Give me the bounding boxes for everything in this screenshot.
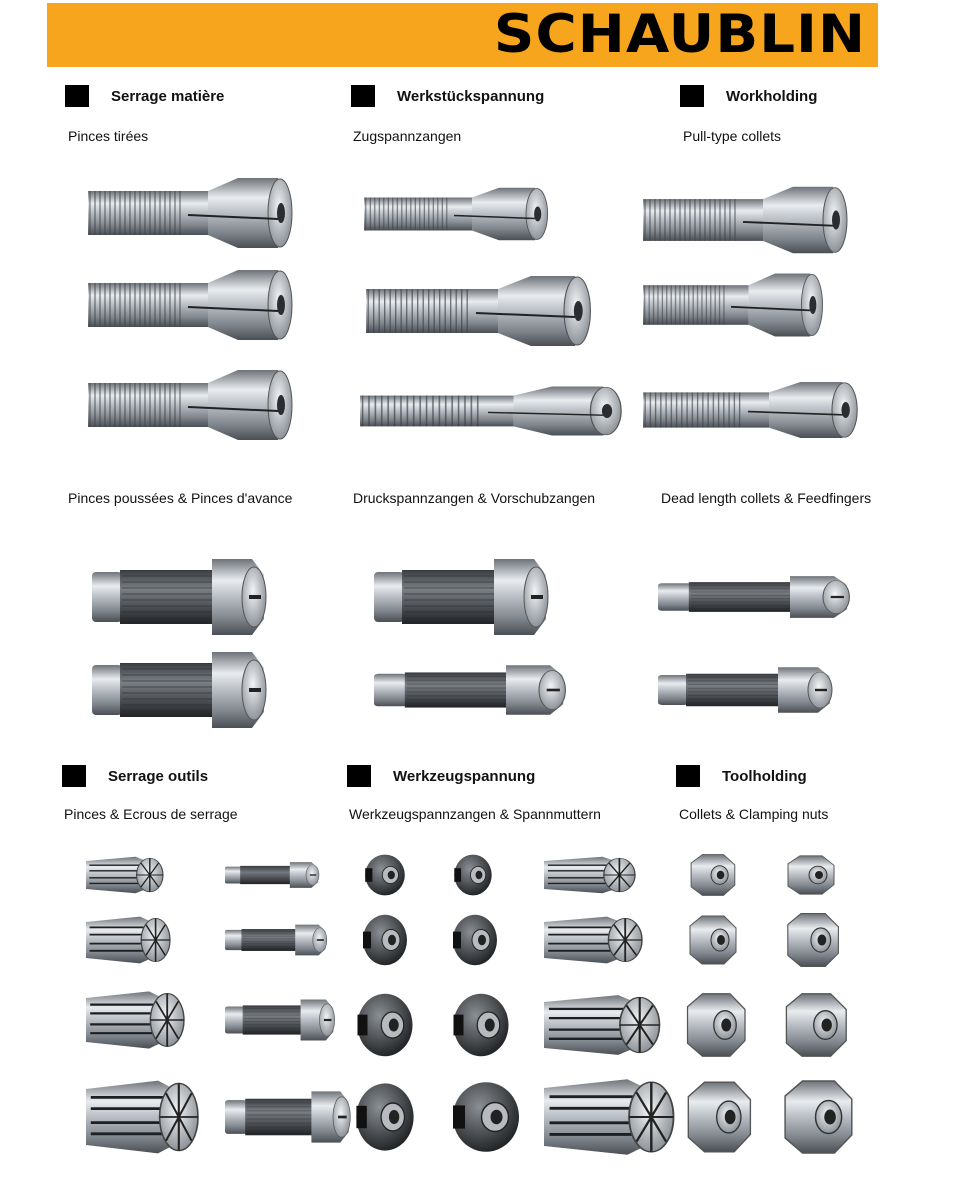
subheading-fr-2: Pinces poussées & Pinces d'avance <box>68 490 293 506</box>
clamping-nut <box>225 999 335 1040</box>
clamping-nut <box>453 915 497 965</box>
clamping-nut <box>356 1083 413 1150</box>
er-collet <box>86 1081 198 1154</box>
clamping-nut <box>358 994 413 1056</box>
clamping-nut <box>788 856 834 894</box>
pull-type-collet <box>88 178 292 248</box>
clamping-nut <box>363 915 407 965</box>
push-type-collet <box>92 559 266 635</box>
er-collet <box>86 991 184 1048</box>
push-type-collet <box>658 667 832 713</box>
pull-type-collet <box>643 187 847 254</box>
subheading-en-2: Dead length collets & Feedfingers <box>661 490 872 506</box>
push-type-collet <box>92 652 266 728</box>
pull-type-collet <box>643 274 823 337</box>
subheading-tools-en: Collets & Clamping nuts <box>679 806 829 822</box>
subheading-de-1: Zugspannzangen <box>353 128 462 144</box>
heading-text: Werkzeugspannung <box>393 767 536 785</box>
clamping-nut <box>688 994 746 1056</box>
subheading-tools-de: Werkzeugspannzangen & Spannmuttern <box>349 806 601 822</box>
subheading-de-2: Druckspannzangen & Vorschubzangen <box>353 490 596 506</box>
pull-type-collet <box>643 382 857 438</box>
clamping-nut <box>785 1081 852 1153</box>
push-type-collet <box>374 665 565 714</box>
er-collet <box>86 857 163 893</box>
clamping-nut <box>690 916 736 964</box>
pull-type-collet <box>364 188 548 241</box>
clamping-nut <box>454 994 509 1056</box>
pull-type-collet <box>366 276 590 346</box>
clamping-nut <box>788 914 839 967</box>
heading-text: Werkstückspannung <box>397 87 545 105</box>
clamping-nut <box>225 1091 350 1142</box>
brand-logo: SCHAUBLIN <box>493 4 866 65</box>
heading-text: Workholding <box>726 87 818 105</box>
er-collet <box>544 917 642 964</box>
pull-type-collet <box>88 270 292 340</box>
clamping-nut <box>225 925 327 956</box>
subheading-tools-fr: Pinces & Ecrous de serrage <box>64 806 238 822</box>
clamping-nut <box>786 994 846 1056</box>
clamping-nut <box>688 1082 750 1152</box>
clamping-nut <box>454 855 491 896</box>
clamping-nut <box>453 1082 519 1152</box>
subheading-fr-1: Pinces tirées <box>68 128 149 144</box>
push-type-collet <box>374 559 548 635</box>
pull-type-collet <box>360 387 621 436</box>
subheading-en-1: Pull-type collets <box>683 128 782 144</box>
heading-text: Toolholding <box>722 767 807 785</box>
er-collet <box>544 857 635 893</box>
heading-text: Serrage outils <box>108 767 209 785</box>
clamping-nut <box>365 855 405 896</box>
clamping-nut <box>691 855 735 896</box>
er-collet <box>86 917 170 964</box>
push-type-collet <box>658 576 849 618</box>
clamping-nut <box>225 862 319 888</box>
er-collet <box>544 1079 674 1154</box>
heading-text: Serrage matière <box>111 87 225 105</box>
er-collet <box>544 995 660 1055</box>
pull-type-collet <box>88 370 292 440</box>
